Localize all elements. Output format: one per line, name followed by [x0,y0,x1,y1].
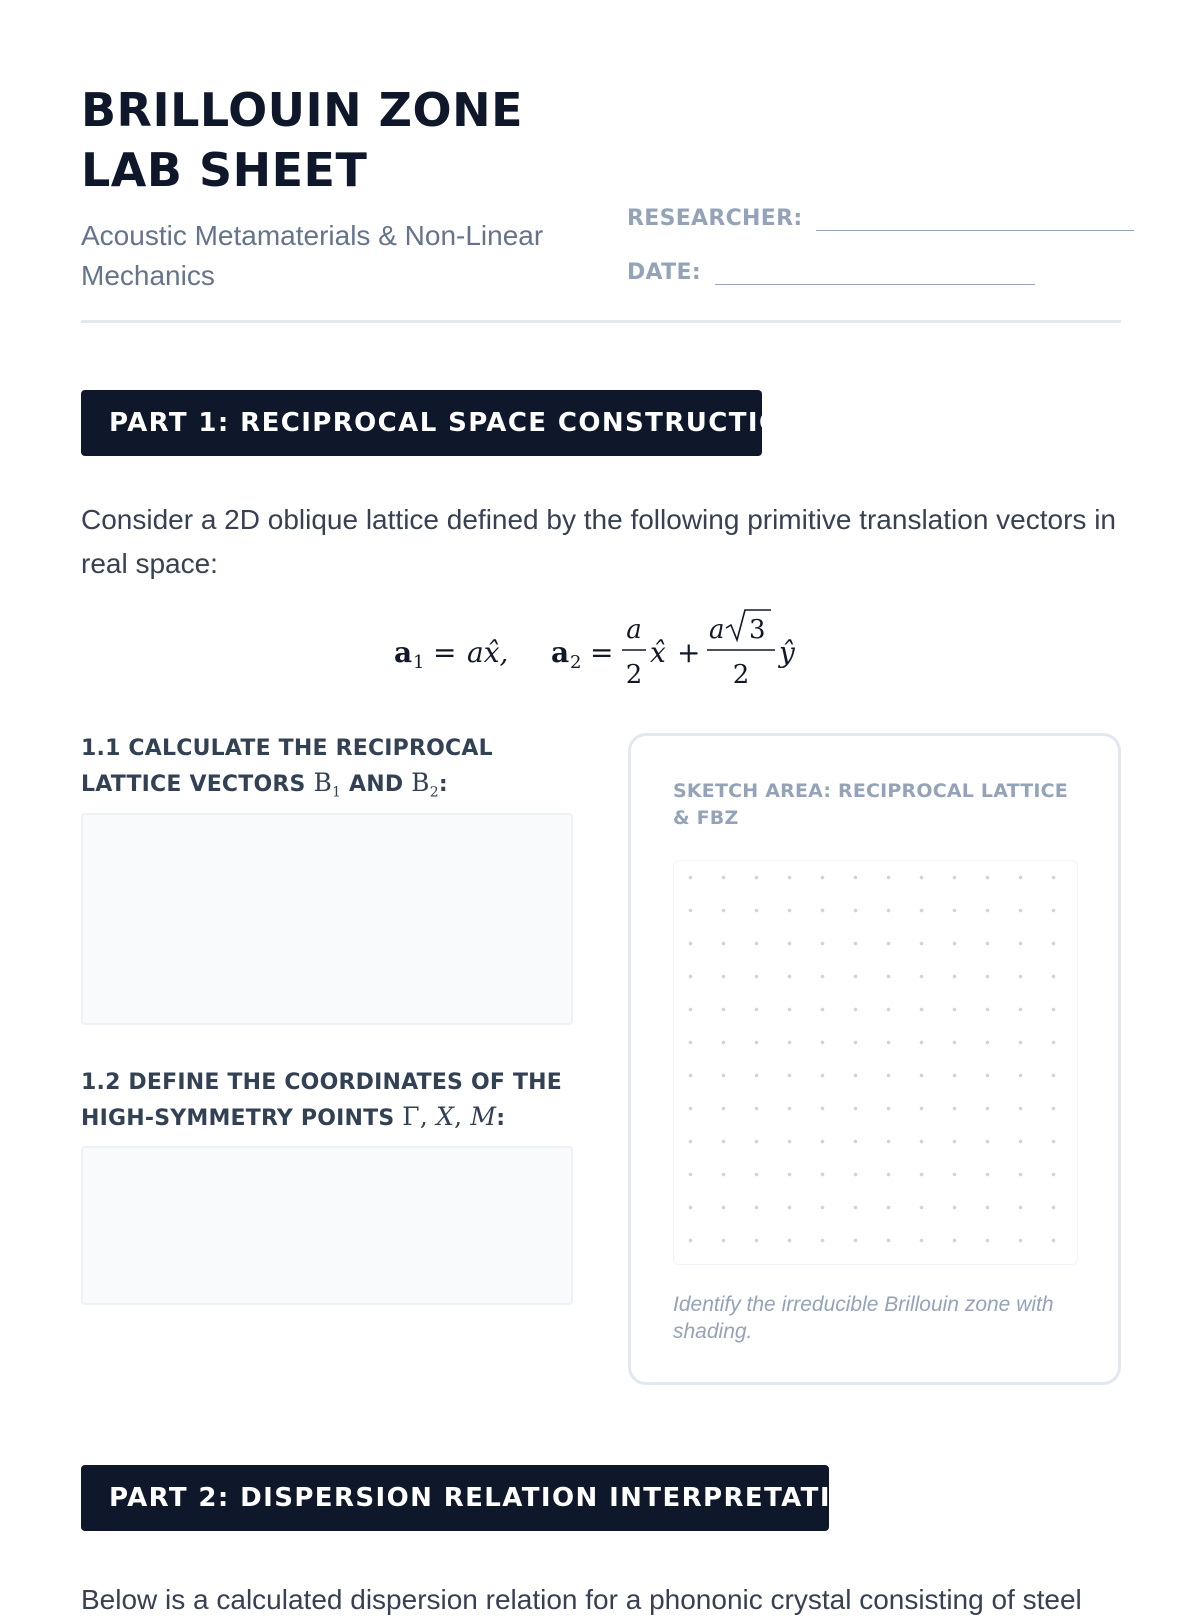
date-field[interactable] [627,260,1035,285]
x-point-symbol: X [436,1102,455,1131]
title-line-2: LAB SHEET [81,143,368,197]
part-2-intro: Below is a calculated dispersion relation for a phononic crystal consisting of steel [81,1584,1082,1615]
researcher-field[interactable] [627,206,1134,231]
part-1-intro: Consider a 2D oblique lattice defined by the following primitive translation vectors in real space: [81,504,1116,579]
eq-a2-symbol: a [551,636,570,669]
eq-frac2-denominator: 2 [732,660,750,690]
gamma-symbol: Γ [402,1102,420,1131]
eq-frac1-numerator: a [626,615,642,645]
lattice-vector-equation [81,605,1121,701]
eq-a1-rhs: ax̂, [467,636,509,669]
page-subtitle: Acoustic Metamaterials & Non-Linear Mechanics [81,220,544,291]
eq-equals-2: = [590,636,614,669]
eq-equals-1: = [433,636,457,669]
question-1-1-label: 1.1 CALCULATE THE RECIPROCAL LATTICE VECTORS $B_1$ AND $B_2$: [81,736,493,801]
answer-box-1-2[interactable] [81,1146,573,1305]
eq-a1-symbol: a [394,636,413,669]
eq-x-hat: x̂ [650,636,666,669]
part-2-banner: PART 2: DISPERSION RELATION INTERPRETATION [81,1465,829,1531]
page-title [81,80,641,200]
sketch-area-note: Identify the irreducible Brillouin zone with shading. [673,1293,1054,1343]
lab-sheet-page [81,0,1121,1615]
eq-frac2-numerator-a: a [709,615,725,645]
date-blank-line[interactable] [715,260,1035,285]
date-label: DATE: [627,260,701,285]
b2-symbol: B [411,768,430,797]
eq-y-hat: ŷ [779,636,795,669]
eq-frac2-numerator-root: 3 [749,615,766,645]
m-point-symbol: M [470,1102,497,1131]
dot-grid-sketch-area[interactable] [673,860,1078,1265]
b1-subscript: 1 [332,784,342,801]
eq-a1-subscript: 1 [413,652,425,673]
researcher-label: RESEARCHER: [627,206,803,231]
title-line-1: BRILLOUIN ZONE [81,83,524,137]
header-divider [81,320,1121,323]
answer-box-1-1[interactable] [81,813,573,1025]
part-1-banner: PART 1: RECIPROCAL SPACE CONSTRUCTION [81,390,762,456]
sketch-area-title: SKETCH AREA: RECIPROCAL LATTICE & FBZ [673,780,1068,829]
eq-frac1-denominator: 2 [625,660,643,690]
researcher-blank-line[interactable] [816,206,1134,231]
sketch-area-card [628,733,1121,1385]
question-1-2-label: 1.2 DEFINE THE COORDINATES OF THE HIGH-SYMMETRY POINTS Γ, X, M: [81,1070,562,1131]
b2-subscript: 2 [429,784,439,801]
eq-plus: + [677,636,701,669]
eq-a2-subscript: 2 [570,652,582,673]
b1-symbol: B [313,768,333,797]
